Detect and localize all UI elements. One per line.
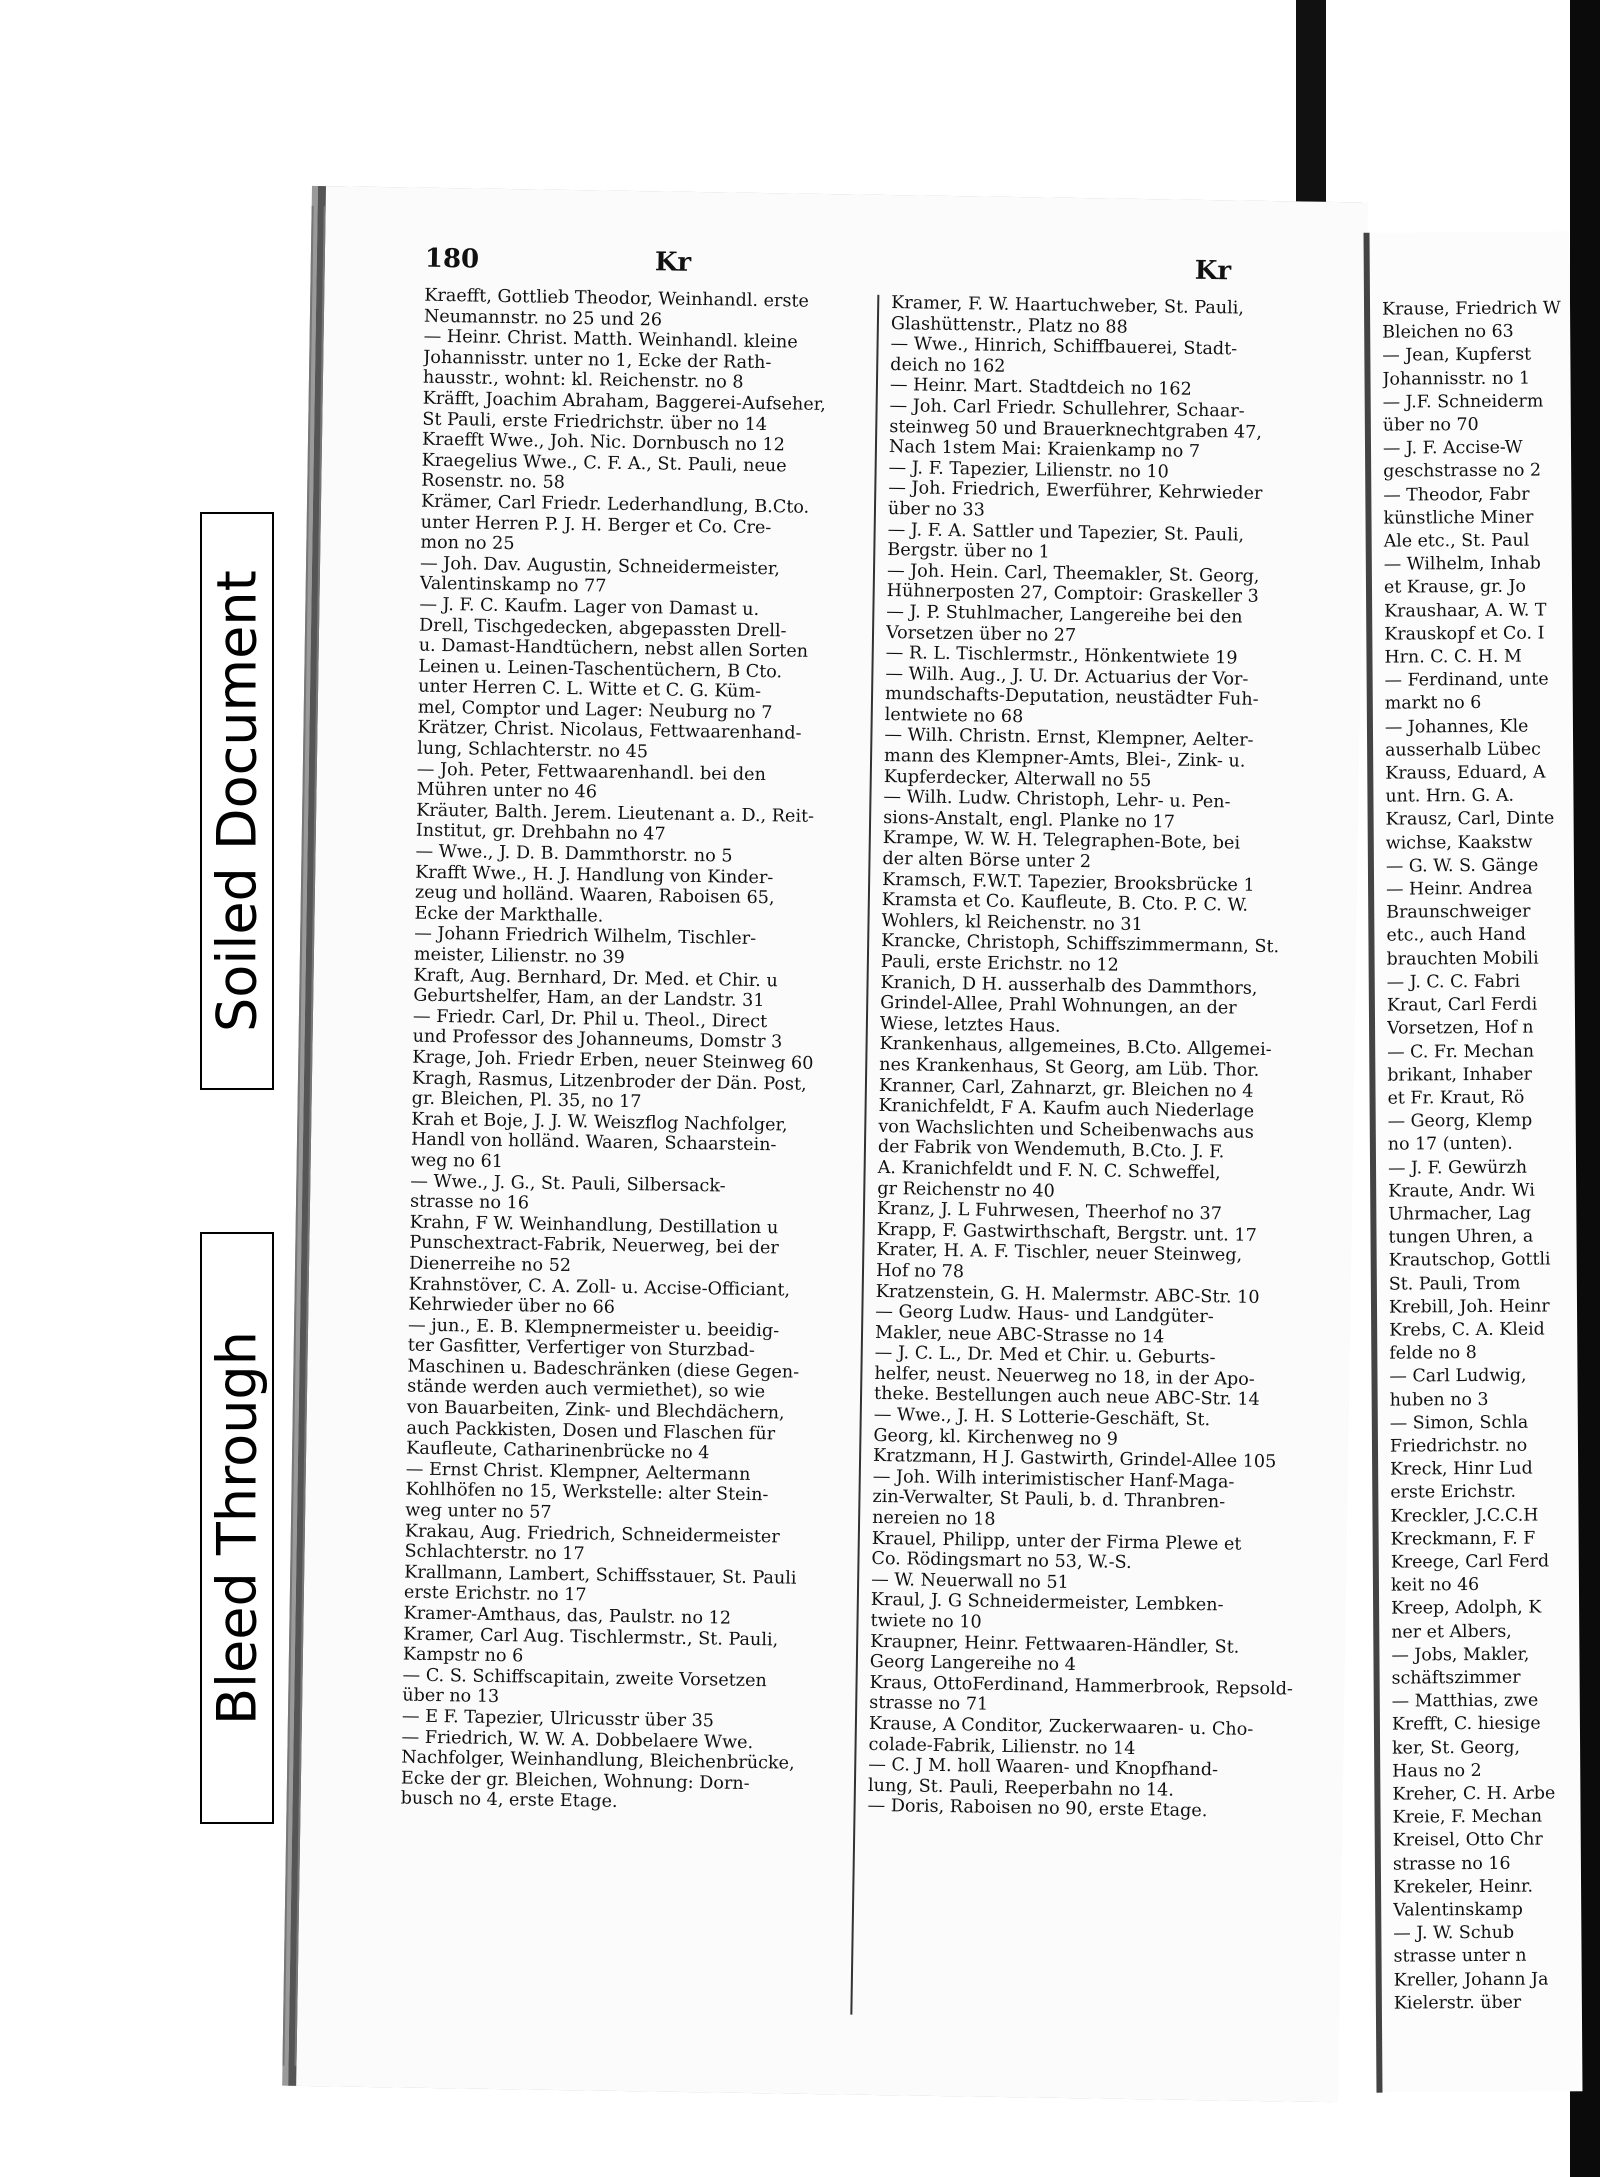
directory-entry-line: Kratzmann, H J. Gastwirth, Grindel-Allee 105 (872, 1446, 1277, 1473)
directory-entry-line: sions-Anstalt, engl. Planke no 17 (882, 807, 1176, 833)
directory-entry-line: Krallmann, Lambert, Schiffsstauer, St. Pauli (404, 1562, 797, 1589)
directory-entry-line: unter Herren C. L. Witte et C. G. Küm- (417, 676, 762, 703)
directory-entry-line: — Ernst Christ. Klempner, Aeltermann (405, 1459, 751, 1485)
directory-entry-line: Johannisstr. no 1 (1382, 368, 1531, 390)
directory-entry-line: mon no 25 (420, 532, 515, 555)
directory-entry-line: — J. F. Accise-W (1382, 437, 1523, 459)
directory-entry-line: — Ferdinand, unte (1384, 669, 1549, 691)
running-head-left: Kr (654, 247, 692, 278)
directory-entry-line: Kraefft Wwe., Joh. Nic. Dornbusch no 12 (421, 429, 786, 456)
directory-entry-line: huben no 3 (1389, 1389, 1489, 1411)
directory-entry-line: Krampe, W. W. H. Telegraphen-Bote, bei (882, 828, 1241, 855)
directory-column-left (401, 286, 875, 1817)
directory-entry-line: St Pauli, erste Friedrichstr. über no 14 (422, 409, 768, 435)
directory-entry-line: Mühren unter no 46 (416, 779, 598, 803)
directory-entry-line: Kraus, OttoFerdinand, Hammerbrook, Repsold- (869, 1672, 1294, 1700)
directory-entry-line: der Fabrik von Wendemuth, B.Cto. J. F. (877, 1137, 1225, 1163)
directory-entry-line: — Joh. Wilh interimistischer Hanf-Maga- (872, 1466, 1235, 1493)
directory-entry-line: Maschinen u. Badeschränken (diese Gegen- (407, 1356, 800, 1383)
directory-entry-line: Kehrwieder über no 66 (408, 1294, 616, 1318)
running-head-right: Kr (1194, 255, 1232, 287)
book-page (288, 186, 1368, 2102)
directory-entry-line: Krancke, Christoph, Schiffszimmermann, St. (881, 931, 1280, 958)
directory-entry-line: Drell, Tischgedecken, abgepassten Drell- (418, 615, 787, 641)
directory-entry-line: Nach 1stem Mai: Kraienkamp no 7 (888, 437, 1201, 463)
directory-entry-line: unt. Hrn. G. A. (1385, 785, 1515, 807)
directory-entry-line: geschstrasse no 2 (1383, 460, 1542, 483)
directory-entry-line: Wohlers, kl Reichenstr. no 31 (881, 910, 1143, 935)
directory-entry-line: strasse unter n (1393, 1946, 1527, 1967)
directory-entry-line: Krause, A Conditor, Zuckerwaaren- u. Cho- (868, 1713, 1254, 1740)
directory-entry-line: Krafft Wwe., H. J. Handlung von Kinder- (415, 862, 774, 888)
directory-entry-line: von Bauarbeiten, Zink- und Blechdächern, (406, 1397, 785, 1424)
directory-entry-line: Kreisel, Otto Chr (1392, 1829, 1543, 1851)
directory-entry-line: Krahn, F W. Weinhandlung, Destillation u (409, 1212, 779, 1239)
directory-entry-line: Krebs, C. A. Kleid (1389, 1319, 1545, 1341)
directory-entry-line: — Joh. Dav. Augustin, Schneidermeister, (419, 553, 781, 580)
directory-entry-line: lung, St. Pauli, Reeperbahn no 14. (867, 1775, 1175, 1801)
directory-entry-line: brauchten Mobili (1386, 948, 1539, 970)
directory-entry-line: Bleichen no 63 (1382, 321, 1514, 343)
directory-entry-line: — W. Neuerwall no 51 (871, 1569, 1069, 1593)
directory-entry-line: Krebill, Joh. Heinr (1388, 1296, 1550, 1318)
directory-entry-line: erste Erichstr. (1390, 1482, 1517, 1503)
directory-entry-line: Grindel-Allee, Prahl Wohnungen, an der (880, 993, 1237, 1019)
directory-entry-line: ner et Albers, (1391, 1621, 1512, 1643)
directory-entry-line: Kreckmann, F. F (1390, 1528, 1536, 1550)
directory-entry-line: zin-Verwalter, St Pauli, b. d. Thranbren- (872, 1487, 1226, 1513)
directory-entry-line: Friedrichstr. no (1389, 1435, 1528, 1457)
directory-entry-line: Krapp, F. Gastwirthschaft, Bergstr. unt. 17 (876, 1219, 1257, 1246)
directory-entry-line: lentwiete no 68 (884, 704, 1024, 728)
directory-entry-line: Braunschweiger (1386, 901, 1531, 923)
directory-entry-line: Co. Rödingsmart no 53, W.-S. (871, 1549, 1132, 1574)
directory-entry-line: Vorsetzen, Hof n (1386, 1017, 1534, 1039)
directory-entry-line: et Fr. Kraut, Rö (1387, 1087, 1525, 1109)
directory-entry-line: — Joh. Friedrich, Ewerführer, Kehrwieder (888, 478, 1263, 505)
directory-entry-line: — Joh. Peter, Fettwaarenhandl. bei den (416, 759, 767, 785)
directory-entry-line: Haus no 2 (1392, 1760, 1482, 1782)
directory-entry-line: — Johannes, Kle (1384, 716, 1529, 738)
directory-entry-line: Kraefft, Gottlieb Theodor, Weinhandl. erste (424, 285, 810, 312)
directory-entry-line: Johannisstr. unter no 1, Ecke der Rath- (423, 347, 772, 373)
directory-entry-line: Kupferdecker, Alterwall no 55 (883, 766, 1152, 791)
directory-entry-line: nes Krankenhaus, St Georg, am Lüb. Thor. (879, 1054, 1260, 1081)
directory-entry-line: Kraut, Carl Ferdi (1386, 994, 1538, 1016)
directory-entry-line: nereien no 18 (871, 1507, 996, 1530)
page-edge-stack (282, 206, 325, 2066)
directory-entry-line: — C. S. Schiffscapitain, zweite Vorsetzen (402, 1665, 767, 1692)
directory-entry-line: Schlachterstr. no 17 (404, 1541, 585, 1565)
directory-entry-line: Kranz, J. L Fuhrwesen, Theerhof no 37 (876, 1199, 1223, 1225)
directory-entry-line: — Wilhelm, Inhab (1383, 553, 1541, 575)
directory-entry-line: — Georg, Klemp (1387, 1110, 1533, 1132)
directory-entry-line: markt no 6 (1384, 693, 1482, 715)
directory-entry-line: — J. F. Tapezier, Lilienstr. no 10 (888, 457, 1169, 483)
directory-entry-line: lung, Schlachterstr. no 45 (417, 738, 649, 763)
directory-entry-line: A. Kranichfeldt und F. N. C. Schweffel, (877, 1157, 1221, 1184)
directory-entry-line: tungen Uhren, a (1388, 1226, 1534, 1248)
directory-entry-line: — E F. Tapezier, Ulricusstr über 35 (401, 1706, 715, 1732)
directory-entry-line: Kramsch, F.W.T. Tapezier, Brooksbrücke 1 (882, 869, 1255, 896)
directory-entry-line: Valentinskamp (1393, 1899, 1523, 1921)
directory-entry-line: Kraft, Aug. Bernhard, Dr. Med. et Chir. u (413, 965, 778, 991)
directory-entry-line: ausserhalb Lübec (1385, 739, 1541, 761)
directory-entry-line: Glashüttenstr., Platz no 88 (890, 313, 1128, 338)
directory-entry-line: deich no 162 (890, 354, 1006, 377)
directory-entry-line: Handl von holländ. Waaren, Schaarstein- (410, 1129, 777, 1156)
directory-entry-line: Kreege, Carl Ferd (1390, 1551, 1550, 1573)
directory-entry-line: unter Herren P. J. H. Berger et Co. Cre- (420, 512, 772, 538)
directory-entry-line: — Wilh. Christn. Ernst, Klempner, Aelter- (884, 725, 1254, 752)
directory-entry-line: künstliche Miner (1383, 507, 1534, 529)
directory-entry-line: Kramer, Carl Aug. Tischlermstr., St. Pauli, (403, 1624, 779, 1650)
directory-entry-line: Ale etc., St. Paul (1383, 530, 1530, 552)
directory-entry-line: — Wwe., J. D. B. Dammthorstr. no 5 (415, 841, 733, 867)
directory-entry-line: Kreep, Adolph, K (1391, 1597, 1542, 1619)
directory-entry-line: Institut, gr. Drehbahn no 47 (415, 821, 666, 845)
directory-entry-line: Valentinskamp no 77 (419, 573, 607, 597)
directory-entry-line: — J. F. Gewürzh (1387, 1157, 1528, 1179)
directory-entry-line: — Jean, Kupferst (1382, 344, 1532, 367)
directory-entry-line: strasse no 16 (409, 1191, 530, 1214)
directory-entry-line: theke. Bestellungen auch neue ABC-Str. 14 (873, 1384, 1260, 1411)
directory-entry-line: — Friedr. Carl, Dr. Phil u. Theol., Direct (412, 1006, 768, 1032)
directory-entry-line: — Doris, Raboisen no 90, erste Etage. (867, 1796, 1208, 1822)
directory-entry-line: u. Damast-Handtüchern, nebst allen Sorten (418, 635, 809, 662)
directory-entry-line: Makler, neue ABC-Strasse no 14 (874, 1322, 1165, 1348)
directory-entry-line: Kramer, F. W. Haartuchweber, St. Pauli, (891, 293, 1245, 319)
directory-entry-line: — J. C. L., Dr. Med et Chir. u. Geburts- (874, 1343, 1216, 1369)
directory-entry-line: Kreckler, J.C.C.H (1390, 1505, 1539, 1527)
directory-entry-line: gr Reichenstr no 40 (877, 1178, 1055, 1202)
directory-entry-line: weg unter no 57 (405, 1500, 552, 1523)
directory-entry-line: schäftszimmer (1391, 1667, 1521, 1689)
directory-entry-line: der alten Börse unter 2 (882, 848, 1092, 873)
directory-entry-line: erste Erichstr. no 17 (403, 1582, 587, 1606)
directory-entry-line: strasse no 16 (1392, 1853, 1511, 1875)
directory-entry-line: strasse no 71 (869, 1693, 989, 1716)
directory-entry-line: Kraushaar, A. W. T (1384, 600, 1547, 622)
directory-entry-line: und Professor des Johanneums, Domstr 3 (412, 1026, 783, 1053)
directory-entry-line: Krauel, Philipp, unter der Firma Plewe et (871, 1528, 1242, 1555)
directory-entry-line: et Krause, gr. Jo (1383, 577, 1527, 599)
directory-entry-line: Krage, Joh. Friedr Erben, neuer Steinweg 60 (412, 1047, 814, 1074)
directory-entry-line: Krautschop, Gottli (1388, 1249, 1551, 1271)
directory-entry-line: Georg Langereihe no 4 (869, 1652, 1077, 1676)
directory-entry-line: Krauskopf et Co. I (1384, 623, 1545, 645)
directory-entry-line: — Wilh. Ludw. Christoph, Lehr- u. Pen- (883, 787, 1231, 813)
directory-entry-line: Kraul, J. G Schneidermeister, Lembken- (870, 1590, 1224, 1616)
directory-entry-line: Kramer-Amthaus, das, Paulstr. no 12 (403, 1603, 732, 1629)
directory-entry-line: — Heinr. Christ. Matth. Weinhandl. kleine (423, 326, 798, 353)
directory-entry-line: Kreller, Johann Ja (1393, 1969, 1549, 1991)
directory-entry-line: Krater, H. A. F. Tischler, neuer Steinweg, (876, 1240, 1243, 1266)
directory-entry-line: Kräfft, Joachim Abraham, Baggerei-Aufseher, (422, 388, 826, 415)
soiled-document-label: Soiled Document (200, 512, 274, 1090)
page-header (425, 244, 1307, 294)
directory-entry-line: Hrn. C. C. H. M (1384, 646, 1522, 668)
directory-entry-line: — Georg Ludw. Haus- und Landgüter- (875, 1301, 1214, 1328)
directory-entry-line: Kräuter, Balth. Jerem. Lieutenant a. D., Reit- (416, 800, 815, 827)
directory-entry-line: Punschextract-Fabrik, Neuerweg, bei der (409, 1232, 779, 1259)
directory-entry-line: keit no 46 (1390, 1575, 1480, 1596)
directory-entry-line: Krätzer, Christ. Nicolaus, Fettwaarenhand- (417, 718, 802, 745)
directory-entry-line: — R. L. Tischlermstr., Hönkentwiete 19 (885, 643, 1238, 669)
directory-entry-line: Krausz, Carl, Dinte (1385, 808, 1555, 831)
directory-entry-line: — Wilh. Aug., J. U. Dr. Actuarius der Vor- (885, 663, 1249, 690)
bleed-through-label: Bleed Through (200, 1232, 274, 1824)
directory-entry-line: Krahnstöver, C. A. Zoll- u. Accise-Officiant, (408, 1274, 791, 1301)
directory-entry-line: — Simon, Schla (1389, 1412, 1529, 1434)
directory-entry-line: — Heinr. Andrea (1386, 878, 1533, 900)
directory-entry-line: no 17 (unten). (1387, 1134, 1513, 1155)
directory-entry-line: Neumannstr. no 25 und 26 (423, 306, 663, 331)
directory-entry-line: felde no 8 (1389, 1343, 1477, 1364)
directory-entry-line: mel, Comptor und Lager: Neuburg no 7 (417, 697, 773, 724)
directory-entry-line: wichse, Kaakstw (1385, 832, 1533, 854)
directory-entry-line: weg no 61 (410, 1150, 504, 1172)
directory-entry-line: über no 70 (1382, 414, 1479, 436)
directory-entry-line: mundschafts-Deputation, neustädter Fuh- (884, 684, 1259, 711)
directory-entry-line: hausstr., wohnt: kl. Reichenstr. no 8 (422, 368, 744, 394)
directory-entry-line: über no 13 (402, 1685, 500, 1708)
directory-entry-line: Krakau, Aug. Friedrich, Schneidermeister (404, 1521, 780, 1548)
directory-entry-line: Kreie, F. Mechan (1392, 1806, 1543, 1828)
directory-entry-line: Kranner, Carl, Zahnarzt, gr. Bleichen no 4 (878, 1075, 1254, 1102)
directory-entry-line: — J. F. C. Kaufm. Lager von Damast u. (419, 594, 760, 620)
directory-entry-line: — Heinr. Mart. Stadtdeich no 162 (889, 375, 1192, 401)
directory-entry-line: twiete no 10 (870, 1610, 982, 1633)
directory-entry-line: Kampstr no 6 (402, 1644, 524, 1667)
directory-entry-line: zeug und holländ. Waaren, Raboisen 65, (414, 882, 775, 909)
directory-entry-line: über no 33 (887, 498, 986, 521)
directory-entry-line: — Jobs, Makler, (1391, 1644, 1530, 1666)
directory-entry-line: Hof no 78 (875, 1260, 965, 1283)
directory-entry-line: — J.F. Schneiderm (1382, 391, 1544, 413)
directory-column-right (867, 293, 1341, 1824)
directory-entry-line: — Wwe., J. G., St. Pauli, Silbersack- (410, 1171, 726, 1197)
directory-entry-line: Kramsta et Co. Kaufleute, B. Cto. P. C. W. (881, 890, 1249, 916)
directory-entry-line: Kratzenstein, G. H. Malermstr. ABC-Str. 10 (875, 1281, 1260, 1308)
directory-entry-line: Kraute, Andr. Wi (1388, 1180, 1535, 1202)
directory-entry-line: auch Packkisten, Dosen und Flaschen für (406, 1418, 776, 1444)
directory-entry-line: — J. F. A. Sattler und Tapezier, St. Pauli, (887, 519, 1245, 546)
directory-entry-line: steinweg 50 und Brauerknechtgraben 47, (889, 416, 1263, 443)
directory-entry-line: St. Pauli, Trom (1388, 1273, 1521, 1295)
directory-entry-line: busch no 4, erste Etage. (400, 1788, 618, 1813)
directory-entry-line: etc., auch Hand (1386, 925, 1527, 947)
directory-entry-line: Kielerstr. über (1393, 1992, 1522, 2014)
directory-entry-line: ter Gasfitter, Verfertiger von Sturzbad- (407, 1335, 756, 1362)
directory-entry-line: — G. W. S. Gänge (1385, 855, 1539, 877)
directory-entry-line: Ecke der gr. Bleichen, Wohnung: Dorn- (400, 1768, 750, 1794)
directory-entry-line: Kranichfeldt, F A. Kaufm auch Niederlage (878, 1096, 1255, 1122)
directory-column-next-page (1382, 297, 1583, 2016)
directory-entry-line: mann des Klempner-Amts, Blei-, Zink- u. (883, 746, 1246, 772)
directory-entry-line: Dienerreihe no 52 (408, 1253, 572, 1277)
directory-entry-line: Kreher, C. H. Arbe (1392, 1783, 1556, 1805)
directory-entry-line: Vorsetzen über no 27 (885, 622, 1077, 646)
directory-entry-line: Krause, Friedrich W (1381, 298, 1561, 320)
page-number: 180 (424, 243, 480, 275)
directory-entry-line: Krauss, Eduard, A (1385, 762, 1546, 784)
directory-entry-line: colade-Fabrik, Lilienstr. no 14 (868, 1734, 1136, 1759)
directory-entry-line: Geburtshelfer, Ham, an der Landstr. 31 (413, 985, 765, 1012)
directory-entry-line: gr. Bleichen, Pl. 35, no 17 (411, 1088, 642, 1113)
directory-entry-line: Kaufleute, Catharinenbrücke no 4 (406, 1438, 710, 1464)
directory-entry-line: Krankenhaus, allgemeines, B.Cto. Allgemei- (879, 1034, 1272, 1061)
directory-entry-line: Kranich, D H. ausserhalb des Dammthors, (880, 972, 1258, 999)
directory-entry-line: Bergstr. über no 1 (887, 540, 1050, 563)
directory-entry-line: — Friedrich, W. W. A. Dobbelaere Wwe. (401, 1727, 754, 1753)
directory-entry-line: meister, Lilienstr. no 39 (413, 944, 625, 968)
directory-entry-line: Kraegelius Wwe., C. F. A., St. Pauli, neue (421, 450, 787, 477)
directory-entry-line: ker, St. Georg, (1392, 1737, 1521, 1759)
adjacent-page (1364, 231, 1583, 2092)
directory-entry-line: — J. C. C. Fabri (1386, 971, 1521, 993)
directory-entry-line: Krämer, Carl Friedr. Lederhandlung, B.Cto. (420, 491, 810, 518)
directory-entry-line: — C. J M. holl Waaren- und Knopfhand- (868, 1754, 1219, 1781)
directory-entry-line: stände werden auch vermiethet), so wie (406, 1377, 766, 1403)
directory-entry-line: Georg, kl. Kirchenweg no 9 (873, 1425, 1119, 1450)
directory-entry-line: — Carl Ludwig, (1389, 1365, 1527, 1387)
directory-entry-line: Kreck, Hinr Lud (1390, 1458, 1533, 1480)
binding-shadow-top (1296, 0, 1326, 230)
directory-entry-line: brikant, Inhaber (1387, 1064, 1533, 1086)
directory-entry-line: Wiese, letztes Haus. (879, 1013, 1061, 1037)
directory-entry-line: — Wwe., Hinrich, Schiffbauerei, Stadt- (890, 334, 1238, 360)
directory-entry-line: Kraupner, Heinr. Fettwaaren-Händler, St. (870, 1631, 1240, 1658)
directory-entry-line: Hühnerposten 27, Comptoir: Graskeller 3 (886, 581, 1259, 608)
directory-entry-line: — Wwe., J. H. S Lotterie-Geschäft, St. (873, 1404, 1211, 1431)
directory-entry-line: Ecke der Markthalle. (414, 903, 604, 927)
directory-entry-line: Krefft, C. hiesige (1391, 1713, 1541, 1735)
directory-entry-line: Krah et Boje, J. J. W. Weiszflog Nachfolger, (411, 1109, 788, 1136)
directory-entry-line: Krekeler, Heinr. (1392, 1876, 1534, 1898)
directory-entry-line: Uhrmacher, Lag (1388, 1203, 1532, 1225)
directory-entry-line: von Wachslichten und Scheibenwachs aus (878, 1116, 1254, 1143)
directory-entry-line: — C. Fr. Mechan (1387, 1041, 1535, 1063)
directory-entry-line: Rosenstr. no. 58 (421, 471, 566, 494)
directory-entry-line: Kohlhöfen no 15, Werkstelle: alter Stein- (405, 1479, 769, 1506)
directory-entry-line: — jun., E. B. Klempnermeister u. beeidig- (407, 1315, 780, 1342)
directory-entry-line: — Matthias, zwe (1391, 1690, 1539, 1712)
directory-entry-line: — J. W. Schub (1393, 1922, 1515, 1944)
directory-entry-line: — J. P. Stuhlmacher, Langereihe bei den (886, 601, 1243, 628)
directory-entry-line: Pauli, erste Erichstr. no 12 (880, 951, 1119, 976)
directory-entry-line: Kragh, Rasmus, Litzenbroder der Dän. Post, (411, 1068, 807, 1095)
directory-entry-line: — Johann Friedrich Wilhelm, Tischler- (414, 924, 757, 950)
directory-entry-line: — Joh. Hein. Carl, Theemakler, St. Georg, (886, 560, 1260, 587)
directory-entry-line: — Joh. Carl Friedr. Schullehrer, Schaar- (889, 395, 1245, 422)
directory-entry-line: — Theodor, Fabr (1383, 484, 1530, 506)
directory-entry-line: Leinen u. Leinen-Taschentüchern, B Cto. (418, 656, 783, 683)
directory-entry-line: Nachfolger, Weinhandlung, Bleichenbrücke, (401, 1747, 795, 1774)
directory-entry-line: helfer, neust. Neuerweg no 18, in der Apo- (874, 1363, 1255, 1390)
